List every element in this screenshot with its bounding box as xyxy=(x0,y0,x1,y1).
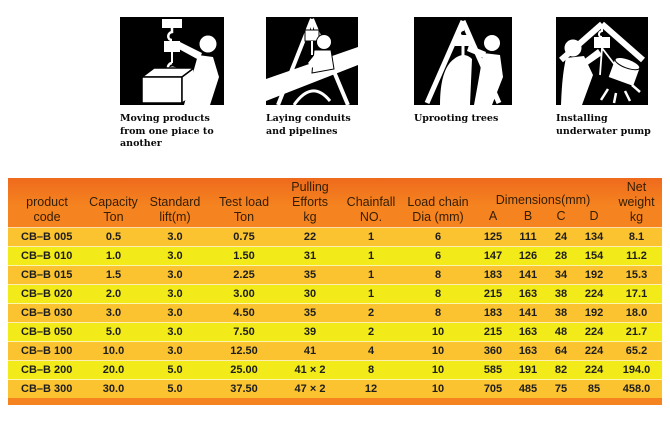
table-cell: 1 xyxy=(341,247,401,266)
table-cell: 163 xyxy=(511,285,545,304)
table-cell: 34 xyxy=(545,266,577,285)
table-cell: 191 xyxy=(511,361,545,380)
table-cell: 6 xyxy=(401,228,475,247)
table-cell: 10 xyxy=(401,323,475,342)
table-cell: 154 xyxy=(577,247,611,266)
table-cell: 3.0 xyxy=(141,304,209,323)
table-cell: 1.0 xyxy=(86,247,141,266)
table-cell: 10.0 xyxy=(86,342,141,361)
table-cell: 141 xyxy=(511,304,545,323)
table-cell: 10 xyxy=(401,361,475,380)
table-cell: 141 xyxy=(511,266,545,285)
col-header-net-weight: Net weight kg xyxy=(618,180,655,224)
col-header-standard-lift: Standard lift(m) xyxy=(149,195,201,224)
table-cell: 5.0 xyxy=(141,361,209,380)
table-row xyxy=(8,304,662,323)
table-cell: 82 xyxy=(545,361,577,380)
product-code-cell: CB–B 010 xyxy=(8,247,86,266)
table-cell: 485 xyxy=(511,380,545,399)
table-cell: 1 xyxy=(341,266,401,285)
frame-pump-pictogram xyxy=(556,17,648,105)
table-cell: 4 xyxy=(341,342,401,361)
table-cell: 1 xyxy=(341,285,401,304)
table-cell: 17.1 xyxy=(611,285,662,304)
col-header-dim-c: C xyxy=(556,208,566,223)
table-cell: 30.0 xyxy=(86,380,141,399)
application-underwater-pump xyxy=(556,17,662,138)
table-cell: 134 xyxy=(577,228,611,247)
table-cell: 25.00 xyxy=(209,361,279,380)
table-cell: 126 xyxy=(511,247,545,266)
product-code-cell: CB–B 015 xyxy=(8,266,86,285)
table-cell: 3.0 xyxy=(141,285,209,304)
table-cell: 8 xyxy=(401,266,475,285)
table-row xyxy=(8,361,662,380)
spec-table-header xyxy=(8,178,662,228)
table-cell: 20.0 xyxy=(86,361,141,380)
table-cell: 10 xyxy=(401,380,475,399)
table-cell: 458.0 xyxy=(611,380,662,399)
table-cell: 2 xyxy=(341,304,401,323)
table-cell: 192 xyxy=(577,304,611,323)
col-header-capacity: Capacity Ton xyxy=(89,195,138,224)
tripod-tree-pictogram xyxy=(414,17,512,105)
table-cell: 2 xyxy=(341,323,401,342)
table-cell: 18.0 xyxy=(611,304,662,323)
col-header-dimensions: Dimensions(mm) xyxy=(495,193,591,207)
table-cell: 38 xyxy=(545,304,577,323)
table-cell: 3.0 xyxy=(86,304,141,323)
table-cell: 37.50 xyxy=(209,380,279,399)
table-cell: 38 xyxy=(545,285,577,304)
table-cell: 163 xyxy=(511,323,545,342)
table-cell: 7.50 xyxy=(209,323,279,342)
hoist-box-art xyxy=(120,17,224,105)
col-header-test-load: Test load Ton xyxy=(218,195,270,224)
table-cell: 85 xyxy=(577,380,611,399)
table-row xyxy=(8,266,662,285)
application-moving-products xyxy=(120,17,236,151)
table-cell: 224 xyxy=(577,361,611,380)
table-cell: 183 xyxy=(475,266,511,285)
product-code-cell: CB–B 300 xyxy=(8,380,86,399)
table-cell: 3.0 xyxy=(141,247,209,266)
table-cell: 12 xyxy=(341,380,401,399)
col-header-dim-d: D xyxy=(589,208,599,223)
table-row xyxy=(8,323,662,342)
table-cell: 35 xyxy=(279,304,341,323)
table-cell: 125 xyxy=(475,228,511,247)
application-laying-conduits xyxy=(266,17,362,138)
table-cell: 224 xyxy=(577,342,611,361)
product-code-cell: CB–B 030 xyxy=(8,304,86,323)
table-cell: 224 xyxy=(577,285,611,304)
col-header-load-chain-dia: Load chain Dia (mm) xyxy=(407,195,469,224)
table-cell: 8 xyxy=(401,285,475,304)
col-header-dim-b: B xyxy=(523,208,533,223)
table-cell: 15.3 xyxy=(611,266,662,285)
table-cell: 39 xyxy=(279,323,341,342)
table-row xyxy=(8,247,662,266)
table-cell: 30 xyxy=(279,285,341,304)
table-cell: 224 xyxy=(577,323,611,342)
table-cell: 4.50 xyxy=(209,304,279,323)
table-cell: 5.0 xyxy=(141,380,209,399)
table-cell: 0.75 xyxy=(209,228,279,247)
application-caption: Laying conduits and pipelines xyxy=(266,113,351,137)
table-cell: 3.0 xyxy=(141,228,209,247)
table-cell: 194.0 xyxy=(611,361,662,380)
table-cell: 2.0 xyxy=(86,285,141,304)
table-cell: 585 xyxy=(475,361,511,380)
tripod-pipeline-art xyxy=(266,17,358,105)
table-cell: 1.5 xyxy=(86,266,141,285)
table-cell: 48 xyxy=(545,323,577,342)
table-cell: 21.7 xyxy=(611,323,662,342)
table-cell: 10 xyxy=(401,342,475,361)
table-cell: 147 xyxy=(475,247,511,266)
spec-table xyxy=(8,178,662,398)
product-code-cell: CB–B 050 xyxy=(8,323,86,342)
table-cell: 6 xyxy=(401,247,475,266)
frame-pump-art xyxy=(556,17,648,105)
table-cell: 3.0 xyxy=(141,323,209,342)
application-caption: Moving products from one piace to another xyxy=(120,113,214,150)
spec-table-wrap xyxy=(8,178,662,405)
col-header-product-code: product code xyxy=(26,195,68,224)
table-cell: 183 xyxy=(475,304,511,323)
table-cell: 11.2 xyxy=(611,247,662,266)
col-header-chainfall-no: Chainfall NO. xyxy=(346,195,396,224)
table-cell: 3.0 xyxy=(141,266,209,285)
table-cell: 360 xyxy=(475,342,511,361)
table-cell: 28 xyxy=(545,247,577,266)
table-cell: 75 xyxy=(545,380,577,399)
tripod-pipeline-pictogram xyxy=(266,17,358,105)
table-cell: 111 xyxy=(511,228,545,247)
product-code-cell: CB–B 020 xyxy=(8,285,86,304)
table-cell: 192 xyxy=(577,266,611,285)
table-row xyxy=(8,285,662,304)
product-code-cell: CB–B 200 xyxy=(8,361,86,380)
application-caption: Installing underwater pump xyxy=(556,113,651,137)
table-cell: 64 xyxy=(545,342,577,361)
table-cell: 2.25 xyxy=(209,266,279,285)
spec-table-body xyxy=(8,228,662,399)
table-cell: 215 xyxy=(475,323,511,342)
hoist-box-pictogram xyxy=(120,17,224,105)
table-row xyxy=(8,228,662,247)
table-cell: 163 xyxy=(511,342,545,361)
product-code-cell: CB–B 100 xyxy=(8,342,86,361)
table-cell: 5.0 xyxy=(86,323,141,342)
application-caption: Uprooting trees xyxy=(414,113,499,124)
table-cell: 41 xyxy=(279,342,341,361)
table-cell: 41 × 2 xyxy=(279,361,341,380)
table-cell: 705 xyxy=(475,380,511,399)
table-cell: 215 xyxy=(475,285,511,304)
table-row xyxy=(8,380,662,399)
table-cell: 65.2 xyxy=(611,342,662,361)
table-cell: 8 xyxy=(341,361,401,380)
tripod-tree-art xyxy=(414,17,512,105)
table-cell: 24 xyxy=(545,228,577,247)
table-cell: 8 xyxy=(401,304,475,323)
table-cell: 31 xyxy=(279,247,341,266)
table-row xyxy=(8,342,662,361)
product-code-cell: CB–B 005 xyxy=(8,228,86,247)
table-cell: 47 × 2 xyxy=(279,380,341,399)
table-cell: 22 xyxy=(279,228,341,247)
table-cell: 0.5 xyxy=(86,228,141,247)
table-cell: 12.50 xyxy=(209,342,279,361)
table-cell: 8.1 xyxy=(611,228,662,247)
table-cell: 1.50 xyxy=(209,247,279,266)
table-cell: 3.0 xyxy=(141,342,209,361)
application-uprooting-trees xyxy=(414,17,512,126)
col-header-pulling-efforts: Pulling Efforts kg xyxy=(291,180,329,224)
table-cell: 3.00 xyxy=(209,285,279,304)
col-header-dim-a: A xyxy=(488,208,498,223)
table-cell: 35 xyxy=(279,266,341,285)
table-cell: 1 xyxy=(341,228,401,247)
